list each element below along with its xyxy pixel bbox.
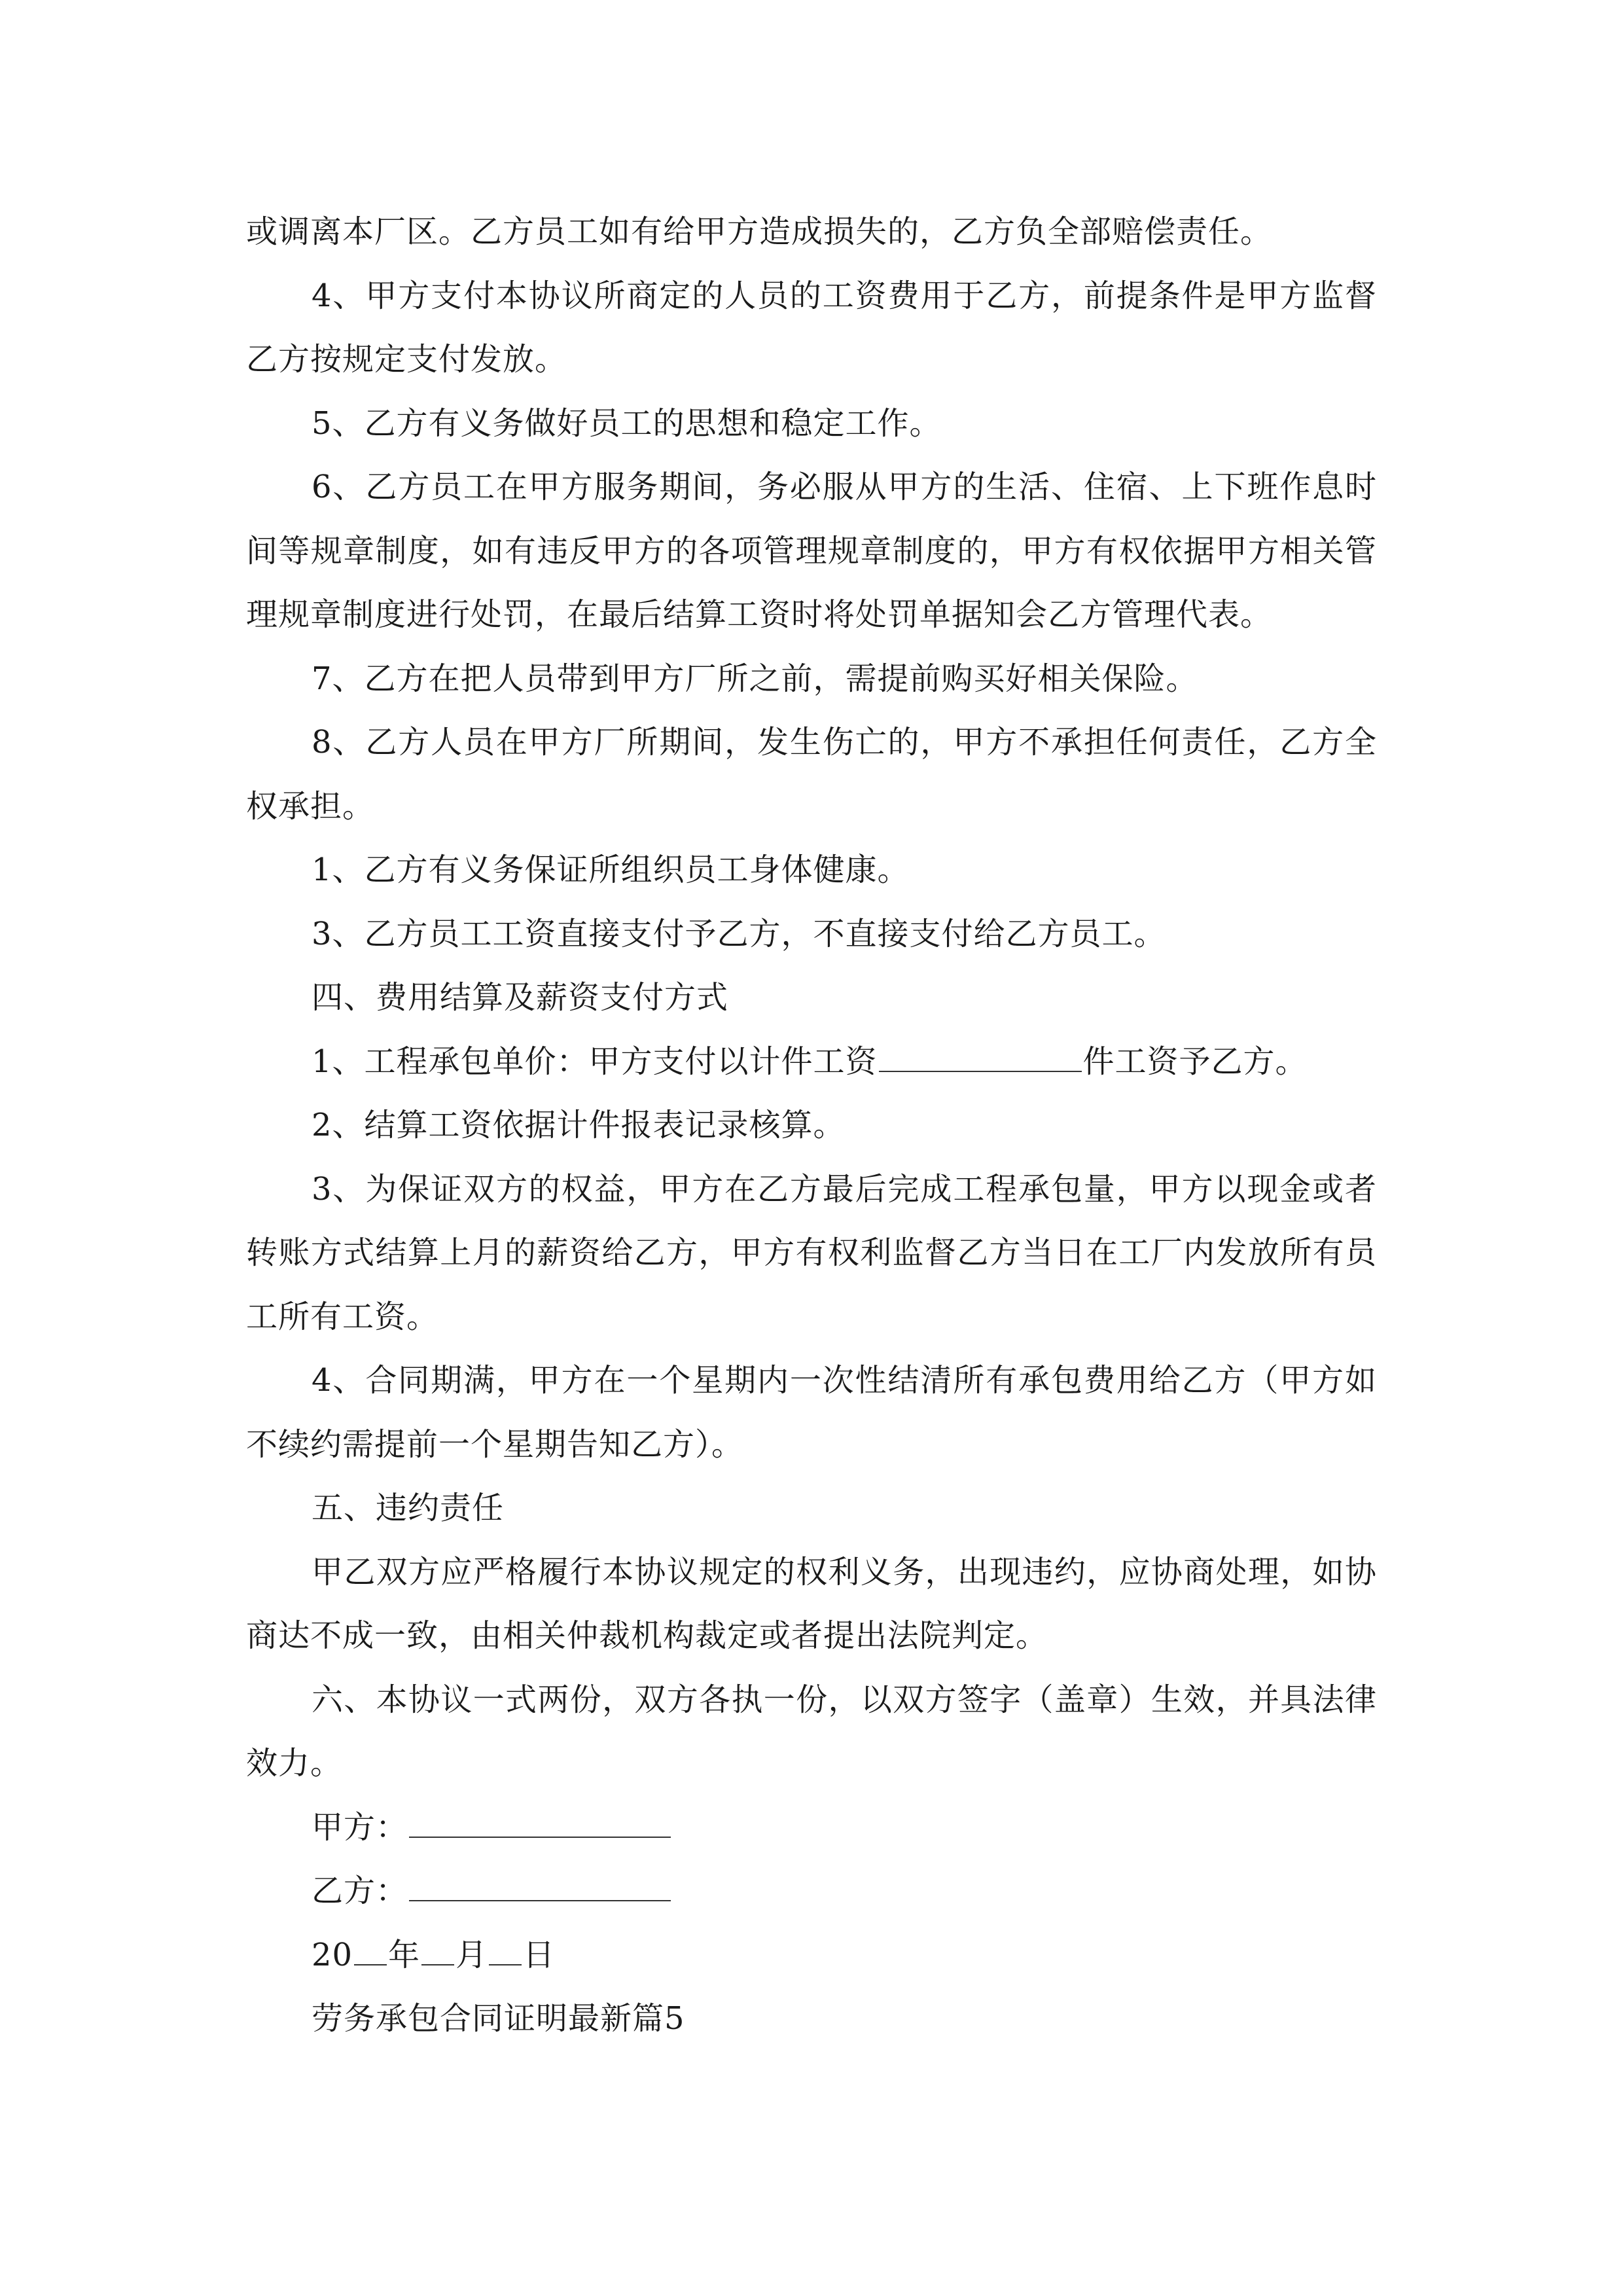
payment-clause-3: 3、为保证双方的权益，甲方在乙方最后完成工程承包量，甲方以现金或者转账方式结算上月的薪资给乙方，甲方有权利监督乙方当日在工厂内发放所有员工所有工资。 [246,1170,1377,1335]
payment-clause-1-suffix: 件工资予乙方。 [1082,1043,1308,1080]
party-a-label: 甲方： [312,1808,408,1846]
clause-8-injury-liability: 8、乙方人员在甲方厂所期间，发生伤亡的，甲方不承担任何责任，乙方全权承担。 [246,724,1377,825]
date-prefix: 20 [312,1936,353,1973]
party-a-signature-line [246,1796,1377,1860]
payment-clause-4: 4、合同期满，甲方在一个星期内一次性结清所有承包费用给乙方（甲方如不续约需提前一个星期告知乙方）。 [246,1362,1377,1463]
clause-1-employee-health: 1、乙方有义务保证所组织员工身体健康。 [312,852,910,888]
date-line [246,1924,1377,1988]
payment-clause-1-prefix: 1、工程承包单价：甲方支付以计件工资 [312,1043,878,1080]
piece-wage-blank [879,1042,1082,1072]
section-5-heading: 五、违约责任 [312,1490,505,1526]
clause-6-rules-compliance: 6、乙方员工在甲方服务期间，务必服从甲方的生活、住宿、上下班作息时间等规章制度，如有违反甲方的各项管理规章制度的，甲方有权依据甲方相关管理规章制度进行处罚，在最后结算工资时将处罚单据知会乙方管理代表。 [246,469,1377,633]
date-year-blank [354,1935,387,1965]
clause-3-wage-direct-pay: 3、乙方员工工资直接支付予乙方，不直接支付给乙方员工。 [312,915,1166,952]
clause-5-employee-stability: 5、乙方有义务做好员工的思想和稳定工作。 [312,404,942,442]
date-day-label: 日 [523,1936,556,1973]
breach-liability-text: 甲乙双方应严格履行本协议规定的权利义务，出现违约，应协商处理，如协商达不成一致，由相关仲裁机构裁定或者提出法院判定。 [246,1553,1377,1654]
paragraph-continuation: 或调离本厂区。乙方员工如有给甲方造成损失的，乙方负全部赔偿责任。 [246,213,1273,250]
section-6-copies: 六、本协议一式两份，双方各执一份，以双方签字（盖章）生效，并具法律效力。 [246,1681,1377,1782]
party-a-blank [409,1808,671,1838]
date-day-blank [489,1935,522,1965]
payment-clause-1 [246,1030,1377,1094]
next-section-title: 劳务承包合同证明最新篇5 [312,2000,685,2037]
date-month-label: 月 [455,1936,488,1973]
date-month-blank [421,1935,454,1965]
party-b-label: 乙方： [312,1873,408,1909]
party-b-blank [409,1871,671,1901]
clause-4-salary-payment: 4、甲方支付本协议所商定的人员的工资费用于乙方，前提条件是甲方监督乙方按规定支付发放。 [246,277,1377,378]
contract-body [246,200,1377,2051]
payment-clause-2: 2、结算工资依据计件报表记录核算。 [312,1107,846,1143]
clause-7-insurance: 7、乙方在把人员带到甲方厂所之前，需提前购买好相关保险。 [312,660,1198,697]
section-4-heading: 四、费用结算及薪资支付方式 [312,979,729,1016]
date-year-label: 年 [388,1936,421,1973]
party-b-signature-line [246,1859,1377,1924]
